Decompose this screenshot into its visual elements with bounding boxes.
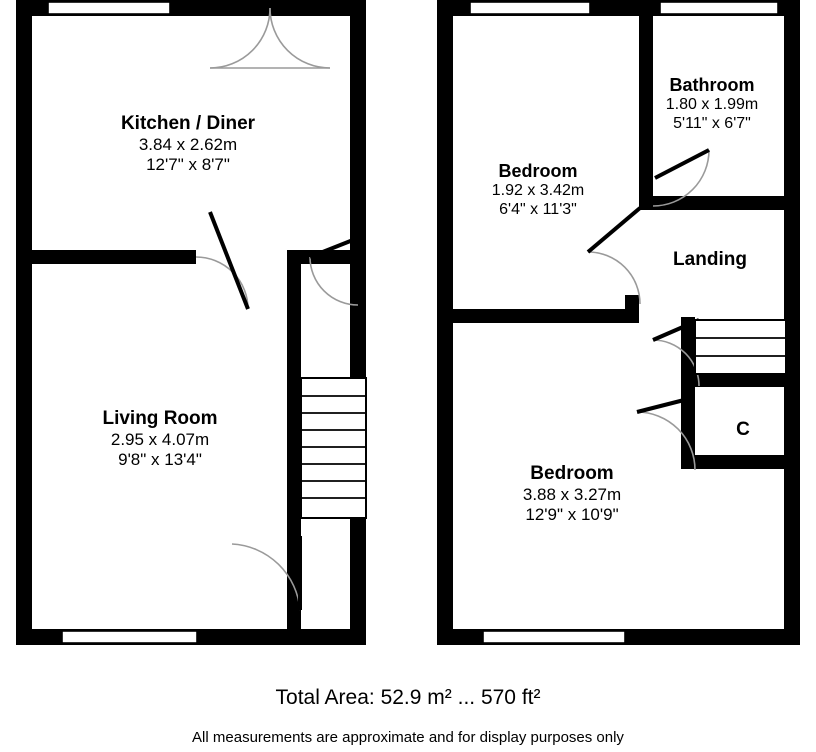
staircase-first: [695, 320, 786, 374]
total-area-text: Total Area: 52.9 m² ... 570 ft²: [275, 686, 541, 709]
ground-floor-plan: [16, 0, 366, 645]
room-dimensions-imperial: 5'11" x 6'7": [673, 115, 751, 133]
room-name: Bedroom: [530, 463, 614, 484]
room-label-bathroom: [666, 75, 759, 134]
room-name: Living Room: [102, 408, 218, 429]
room-dimensions-metric: 1.80 x 1.99m: [665, 96, 759, 114]
room-label-living-room: [102, 408, 217, 471]
room-label-cupboard: [736, 419, 750, 441]
room-name: Bedroom: [498, 161, 578, 181]
room-dimensions-metric: 3.84 x 2.62m: [138, 135, 238, 155]
room-dimensions-imperial: 9'8" x 13'4": [118, 450, 202, 470]
room-name: Landing: [673, 249, 747, 270]
room-dimensions-metric: 1.92 x 3.42m: [491, 182, 585, 200]
staircase-ground: [301, 378, 366, 518]
room-dimensions-imperial: 6'4" x 11'3": [499, 201, 577, 219]
room-dimensions-metric: 2.95 x 4.07m: [110, 430, 210, 450]
room-dimensions-imperial: 12'9" x 10'9": [525, 505, 619, 525]
ground-floor-windows: [48, 2, 197, 643]
room-name: Kitchen / Diner: [120, 113, 256, 134]
room-dimensions-metric: 3.88 x 3.27m: [522, 485, 622, 505]
room-dimensions-imperial: 12'7" x 8'7": [146, 155, 230, 175]
room-name: C: [736, 419, 750, 440]
room-label-landing: [673, 249, 747, 271]
disclaimer-text: All measurements are approximate and for display purposes only: [192, 729, 624, 746]
room-label-kitchen-diner: [121, 113, 255, 176]
ground-floor-walls: [16, 0, 366, 645]
room-label-bedroom-front: [492, 161, 585, 220]
room-name: Bathroom: [669, 75, 755, 95]
room-label-bedroom-rear: [523, 463, 621, 526]
ground-floor-doors: [196, 8, 358, 610]
